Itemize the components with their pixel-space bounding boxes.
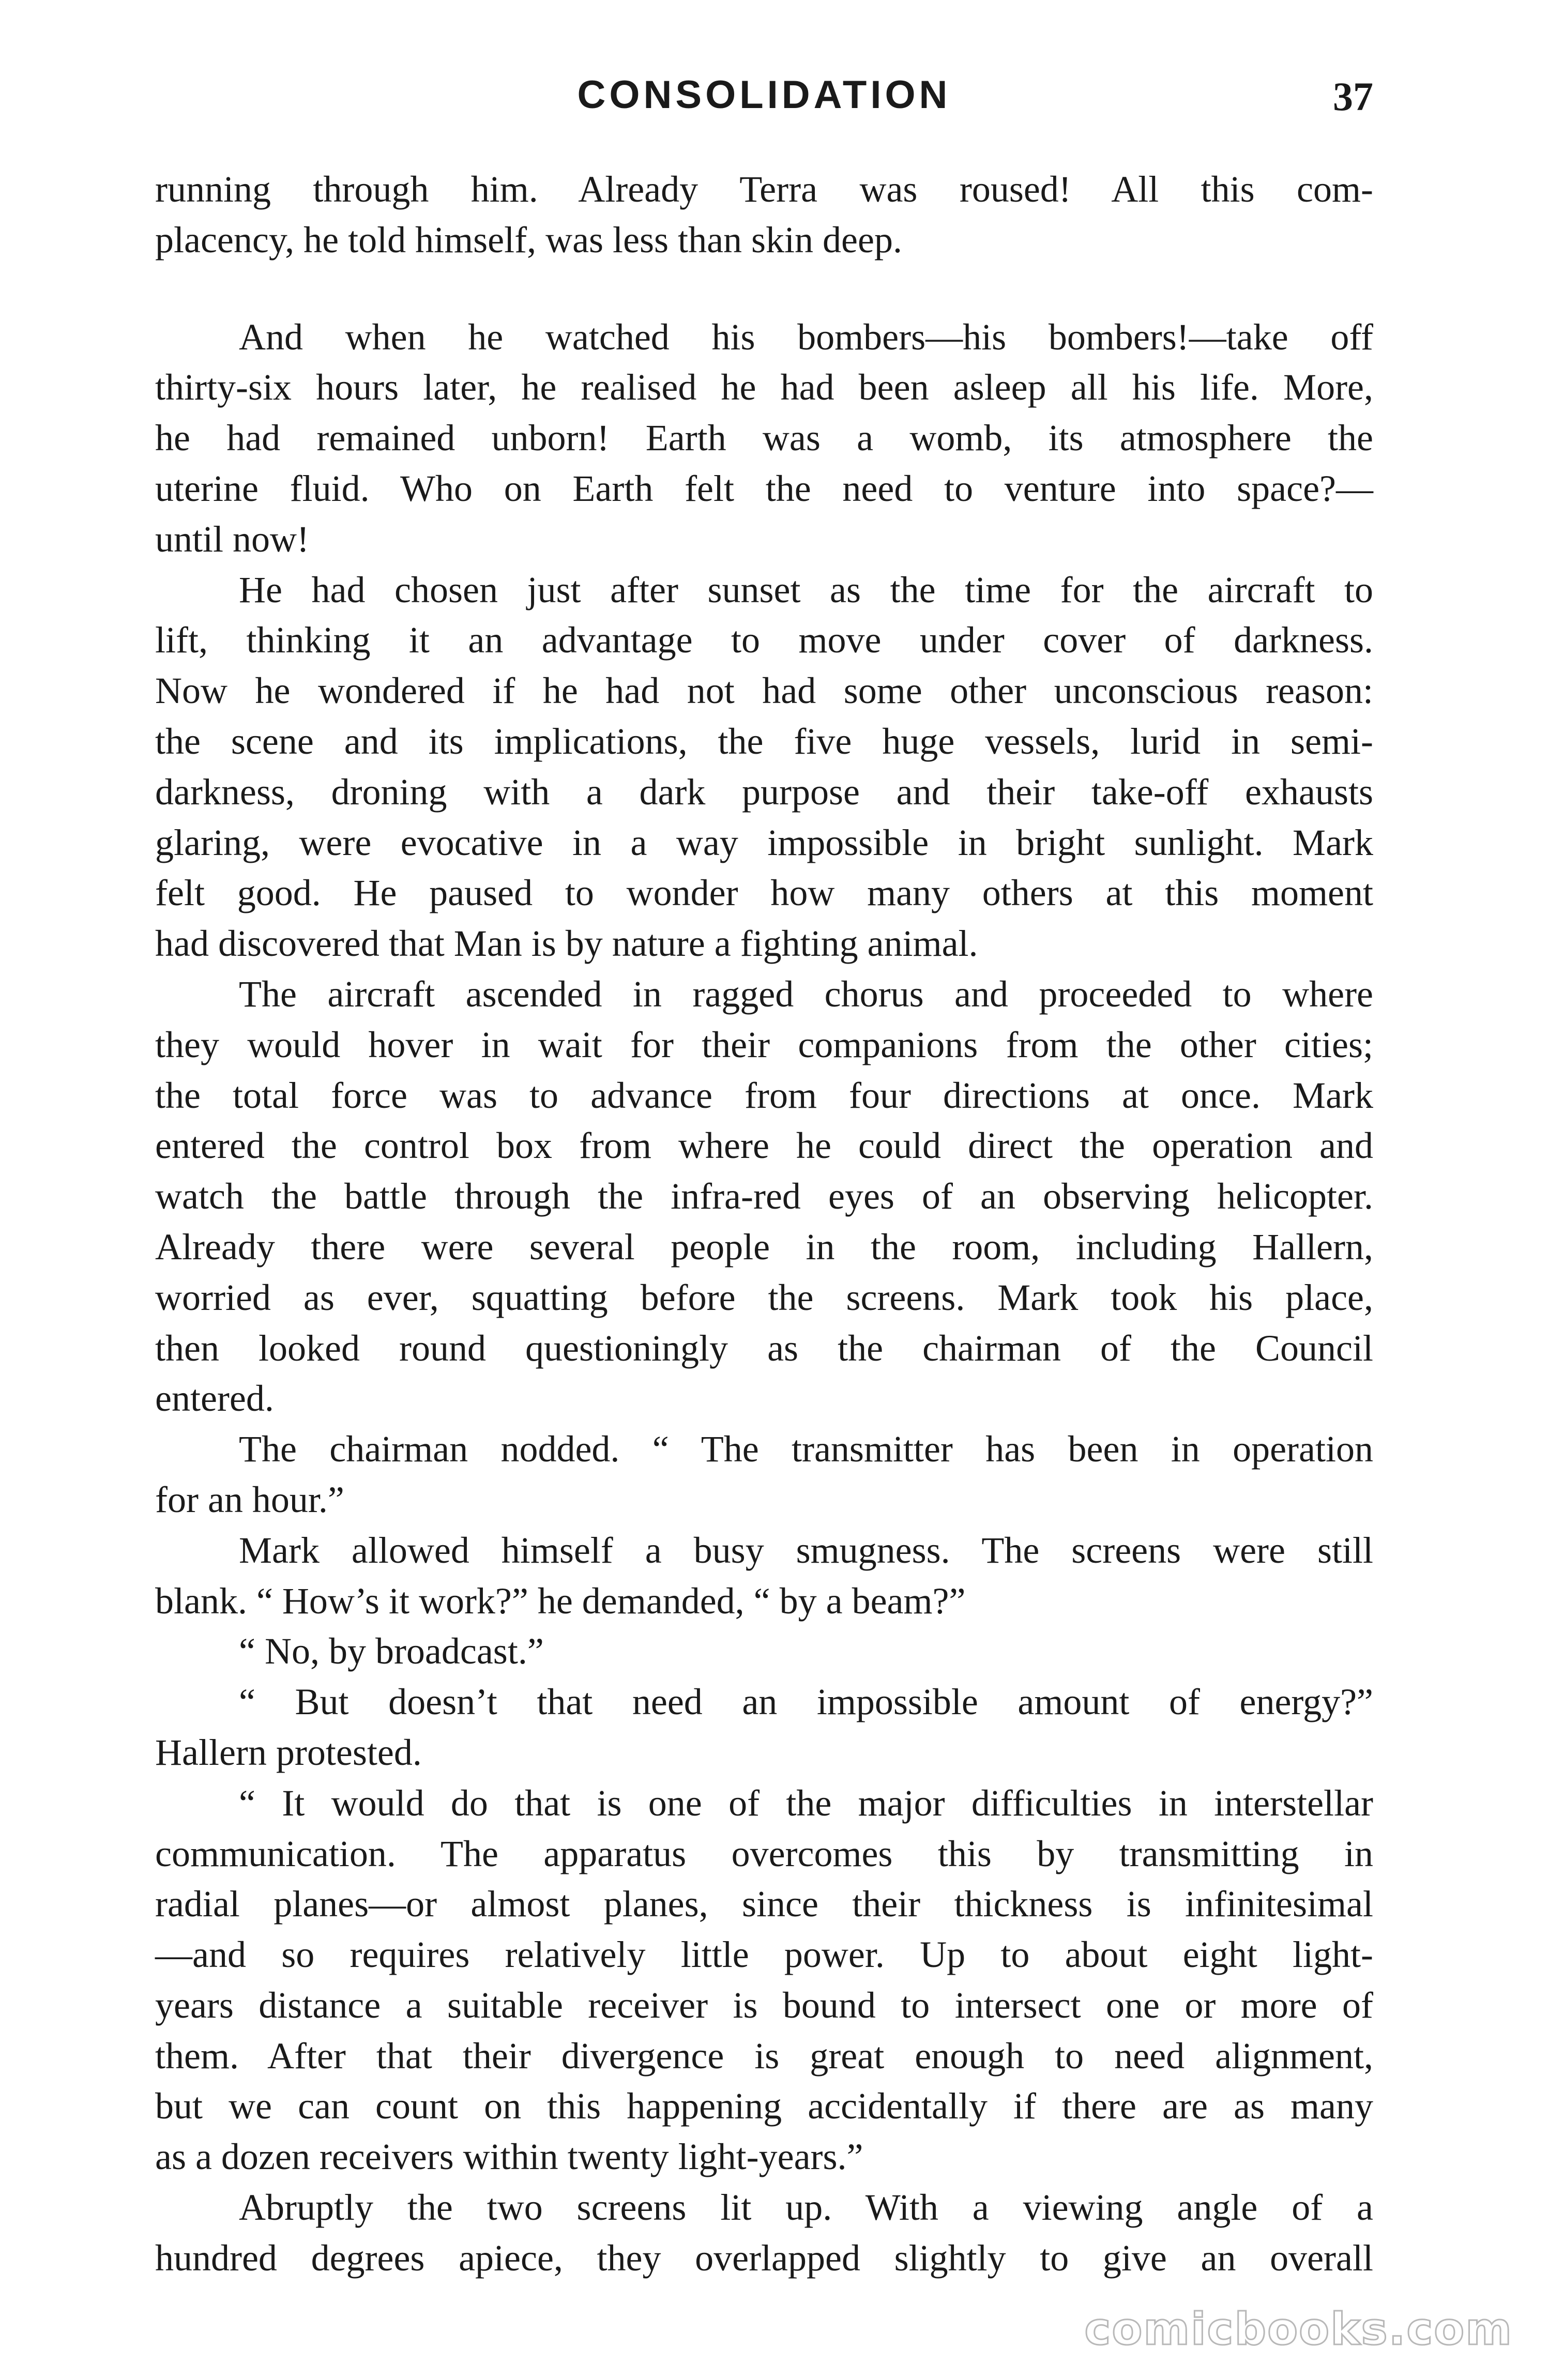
text-line: felt good. He paused to wonder how many others at this moment bbox=[155, 872, 1373, 914]
text-line: communication. The apparatus overcomes this by transmitting in bbox=[155, 1833, 1373, 1874]
watermark: comicbooks.com bbox=[1084, 2303, 1513, 2355]
text-line: them. After that their divergence is great enough to need alignment, bbox=[155, 2035, 1373, 2077]
text-line: Hallern protested. bbox=[155, 1731, 422, 1773]
body-text bbox=[155, 164, 1373, 2284]
text-line: he had remained unborn! Earth was a womb, its atmosphere the bbox=[155, 417, 1373, 459]
text-line: they would hover in wait for their companions from the other cities; bbox=[155, 1024, 1373, 1065]
page-header bbox=[155, 72, 1373, 129]
text-line: then looked round questioningly as the chairman of the Council bbox=[155, 1327, 1373, 1369]
text-line: years distance a suitable receiver is bound to intersect one or more of bbox=[155, 1984, 1373, 2026]
text-line: lift, thinking it an advantage to move under cover of darkness. bbox=[155, 619, 1373, 661]
text-line: running through him. Already Terra was roused! All this com- bbox=[155, 169, 1373, 210]
text-line: as a dozen receivers within twenty light-years.” bbox=[155, 2136, 863, 2178]
text-line: hundred degrees apiece, they overlapped slightly to give an overall bbox=[155, 2237, 1373, 2279]
text-line: entered the control box from where he could direct the operation and bbox=[155, 1125, 1373, 1167]
text-line: entered. bbox=[155, 1378, 274, 1420]
text-line: radial planes—or almost planes, since their thickness is infinitesimal bbox=[155, 1883, 1373, 1925]
text-line: He had chosen just after sunset as the time for the aircraft to bbox=[239, 569, 1373, 611]
text-line: blank. “ How’s it work?” he demanded, “ by a beam?” bbox=[155, 1580, 966, 1622]
text-line: placency, he told himself, was less than skin deep. bbox=[155, 219, 902, 261]
text-line: “ No, by broadcast.” bbox=[239, 1630, 544, 1672]
text-line: but we can count on this happening accidentally if there are as many bbox=[155, 2085, 1373, 2127]
running-head: CONSOLIDATION bbox=[577, 73, 951, 117]
text-line: The aircraft ascended in ragged chorus and proceeded to where bbox=[239, 973, 1373, 1015]
text-line: —and so requires relatively little power. Up to about eight light- bbox=[155, 1934, 1373, 1976]
paragraph-gap bbox=[155, 266, 1373, 312]
text-line: darkness, droning with a dark purpose and their take-off exhausts bbox=[155, 771, 1373, 813]
text-line: “ But doesn’t that need an impossible amount of energy?” bbox=[239, 1681, 1373, 1723]
text-line: for an hour.” bbox=[155, 1478, 344, 1520]
text-line: Now he wondered if he had not had some other unconscious reason: bbox=[155, 670, 1373, 712]
text-line: the total force was to advance from four directions at once. Mark bbox=[155, 1074, 1373, 1116]
text-line: glaring, were evocative in a way impossible in bright sunlight. Mark bbox=[155, 821, 1373, 863]
text-line: thirty-six hours later, he realised he had been asleep all his life. More, bbox=[155, 367, 1373, 408]
text-line: uterine fluid. Who on Earth felt the need to venture into space?— bbox=[155, 467, 1373, 509]
text-line: Mark allowed himself a busy smugness. The screens were still bbox=[239, 1529, 1373, 1571]
text-line: The chairman nodded. “ The transmitter has been in operation bbox=[239, 1428, 1373, 1470]
text-line: “ It would do that is one of the major difficulties in interstellar bbox=[239, 1782, 1373, 1824]
text-line: Abruptly the two screens lit up. With a viewing angle of a bbox=[239, 2187, 1373, 2229]
page-number: 37 bbox=[1333, 74, 1373, 119]
text-line: And when he watched his bombers—his bombers!—take off bbox=[239, 316, 1373, 358]
text-line: watch the battle through the infra-red eyes of an observing helicopter. bbox=[155, 1176, 1373, 1217]
text-line: Already there were several people in the room, including Hallern, bbox=[155, 1226, 1373, 1268]
text-line: had discovered that Man is by nature a fighting animal. bbox=[155, 923, 978, 965]
text-line: the scene and its implications, the five huge vessels, lurid in semi- bbox=[155, 720, 1373, 762]
text-line: worried as ever, squatting before the screens. Mark took his place, bbox=[155, 1276, 1373, 1318]
text-line: until now! bbox=[155, 518, 309, 560]
